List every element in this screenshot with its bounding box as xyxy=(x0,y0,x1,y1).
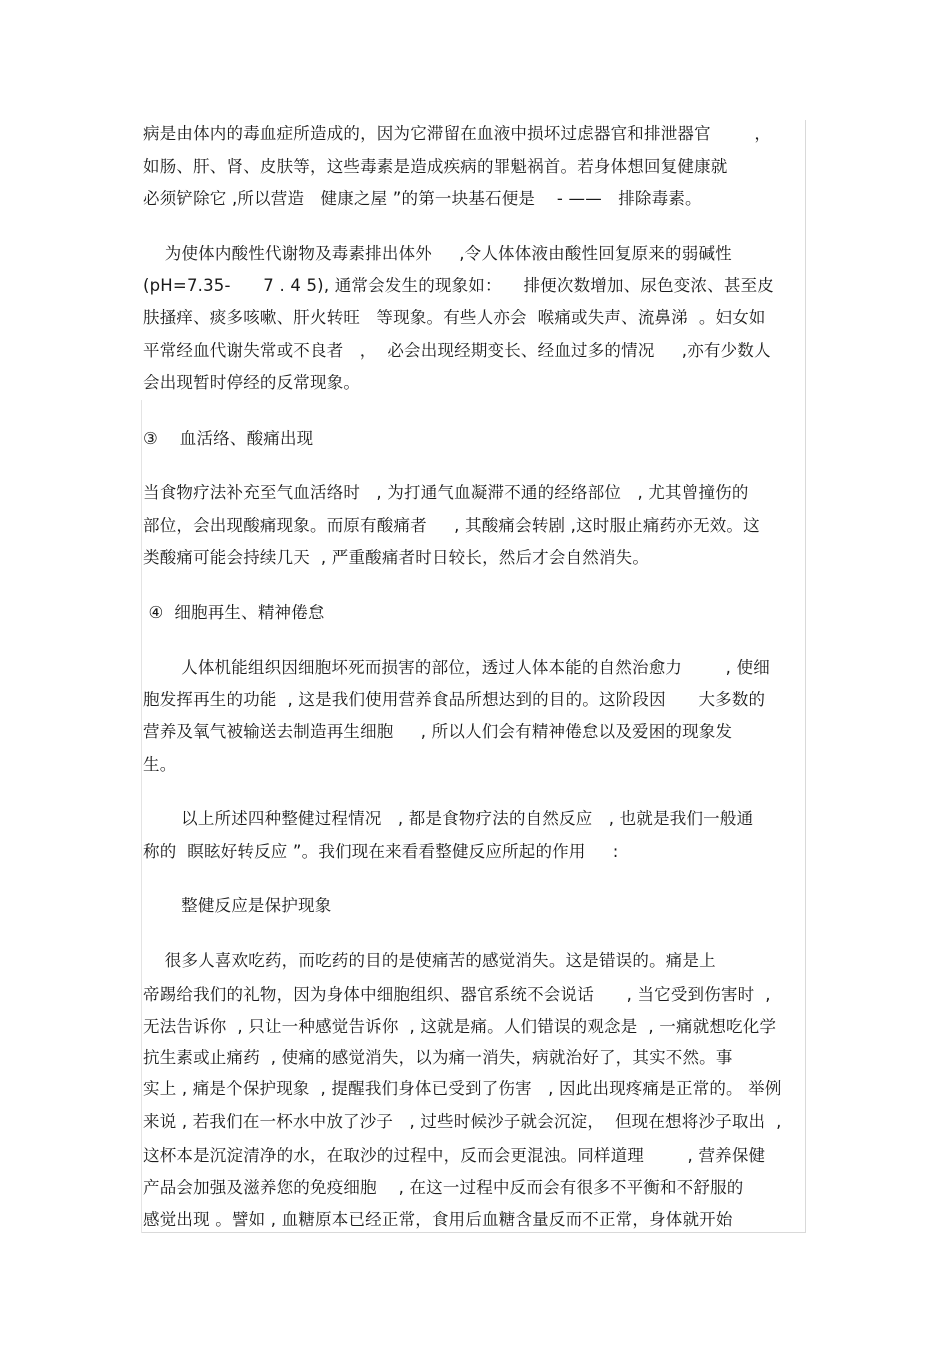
text-line: 营养及氧气被输送去制造再生细胞 , 所以人们会有精神倦怠以及爱困的现象发 xyxy=(143,722,733,741)
text-line: 生。 xyxy=(143,755,177,774)
section-heading: ③ 血活络、酸痛出现 xyxy=(143,429,314,448)
section-heading: ④ 细胞再生、精神倦怠 xyxy=(143,603,325,622)
text-line: 这杯本是沉淀清净的水，在取沙的过程中，反而会更混浊。同样道理 , 营养保健 xyxy=(143,1146,766,1165)
text-line: 无法告诉你 , 只让一种感觉告诉你 , 这就是痛。人们错误的观念是 , 一痛就想吃化学 xyxy=(143,1017,777,1036)
text-line: 人体机能组织因细胞坏死而损害的部位，透过人体本能的自然治愈力 , 使细 xyxy=(143,658,770,677)
text-line: 会出现暂时停经的反常现象。 xyxy=(143,373,361,392)
text-line: 平常经血代谢失常或不良者 ， 必会出现经期变长、经血过多的情况 ,亦有少数人 xyxy=(143,341,771,360)
text-line: 很多人喜欢吃药，而吃药的目的是使痛苦的感觉消失。这是错误的。痛是上 xyxy=(143,951,716,970)
text-line: 称的 瞑眩好转反应 ”。我们现在来看看整健反应所起的作用 : xyxy=(143,842,619,861)
page-frame-left-edge xyxy=(141,400,142,1233)
text-line: 肤搔痒、痰多咳嗽、肝火转旺 等现象。有些人亦会 喉痛或失声、流鼻涕 。妇女如 xyxy=(143,308,766,327)
text-line: 类酸痛可能会持续几天 , 严重酸痛者时日较长，然后才会自然消失。 xyxy=(143,548,650,567)
text-line: 抗生素或止痛药 , 使痛的感觉消失，以为痛一消失，病就治好了，其实不然。事 xyxy=(143,1048,733,1067)
text-line: 必须铲除它 ,所以营造 健康之屋 ”的第一块基石便是 - —— 排除毒素。 xyxy=(143,189,702,208)
text-line: 来说 , 若我们在一杯水中放了沙子 , 过些时候沙子就会沉淀， 但现在想将沙子取出 , xyxy=(143,1112,782,1131)
text-line: 为使体内酸性代谢物及毒素排出体外 ,令人体体液由酸性回复原来的弱碱性 xyxy=(143,244,732,263)
text-line: 产品会加强及滋养您的免疫细胞 , 在这一过程中反而会有很多不平衡和不舒服的 xyxy=(143,1178,744,1197)
text-line: 实上 , 痛是个保护现象 , 提醒我们身体已受到了伤害 , 因此出现疼痛是正常的。 举例 xyxy=(143,1079,782,1098)
text-line: 感觉出现 。譬如 , 血糖原本已经正常，食用后血糖含量反而不正常，身体就开始 xyxy=(143,1210,733,1229)
text-line: 胞发挥再生的功能 , 这是我们使用营养食品所想达到的目的。这阶段因 大多数的 xyxy=(143,690,766,709)
text-line: 以上所述四种整健过程情况 , 都是食物疗法的自然反应 , 也就是我们一般通 xyxy=(143,809,754,828)
text-line: 病是由体内的毒血症所造成的，因为它滞留在血液中损坏过虑器官和排泄器官 ， xyxy=(143,124,772,143)
section-heading: 整健反应是保护现象 xyxy=(143,896,332,915)
text-line: (pH=7.35- 7 . 4 5), 通常会发生的现象如： 排便次数增加、尿色变浓、甚至皮 xyxy=(143,276,774,295)
text-line: 当食物疗法补充至气血活络时 , 为打通气血凝滞不通的经络部位 , 尤其曾撞伤的 xyxy=(143,483,749,502)
text-line: 如肠、肝、肾、皮肤等，这些毒素是造成疾病的罪魁祸首。若身体想回复健康就 xyxy=(143,157,728,176)
text-line: 部位，会出现酸痛现象。而原有酸痛者 , 其酸痛会转剧 ,这时服止痛药亦无效。这 xyxy=(143,516,760,535)
text-line: 帝踢给我们的礼物，因为身体中细胞组织、器官系统不会说话 , 当它受到伤害时 , xyxy=(143,985,771,1004)
